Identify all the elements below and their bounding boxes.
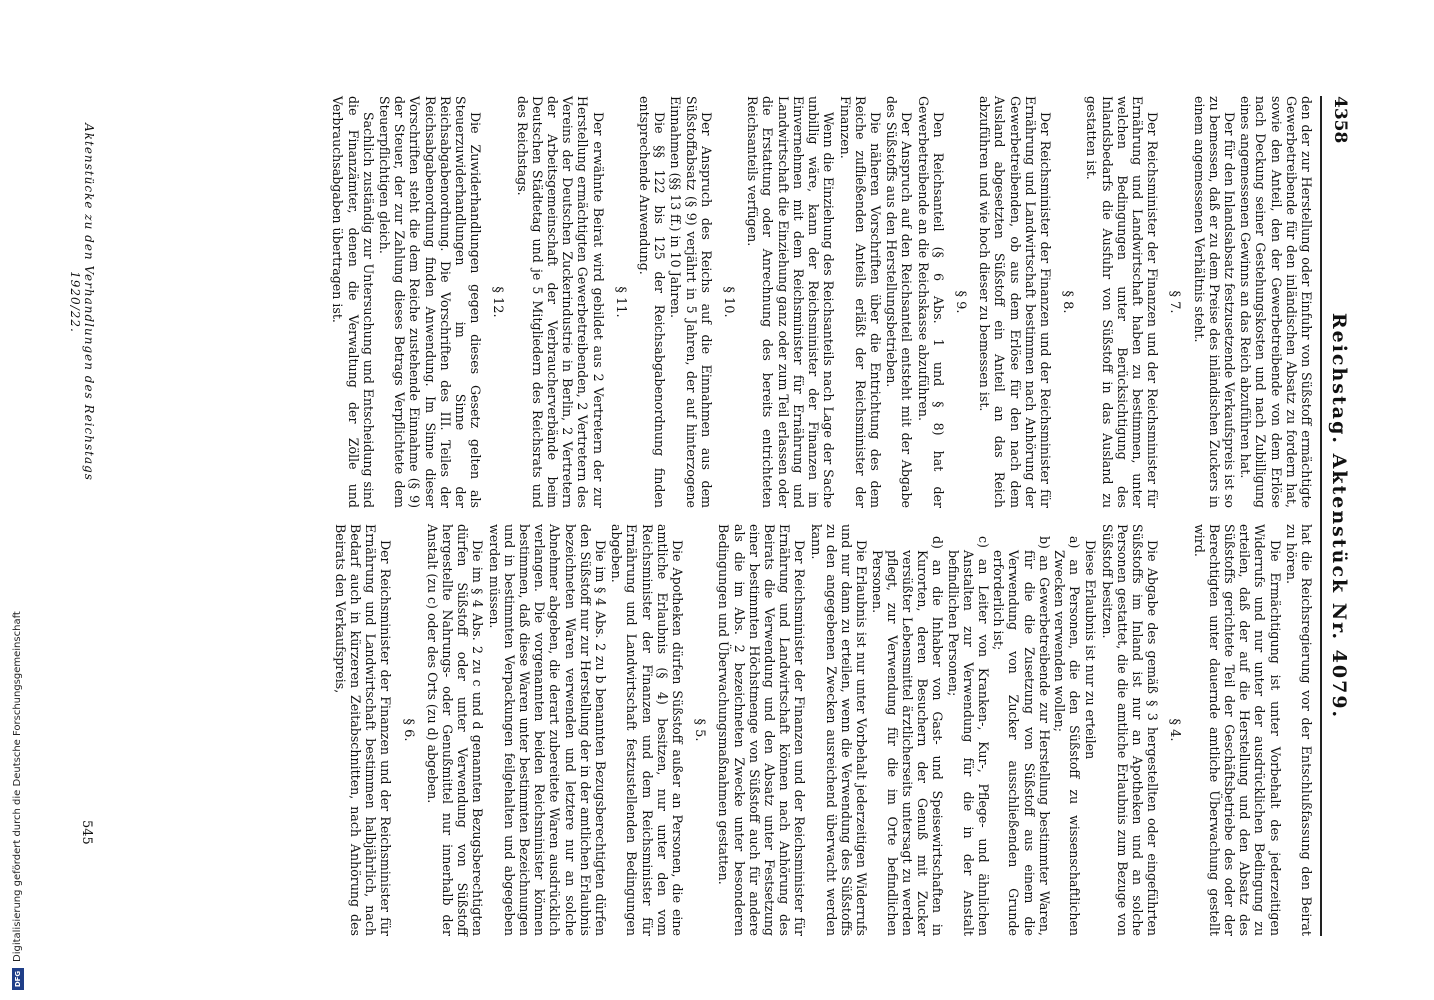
list-item: c) an Leiter von Kranken-, Kur-, Pflege- und ähnlichen Anstalten zur Verwendung für die in der Anstalt befindlichen Personen; (945, 536, 991, 936)
paragraph: Der Reichsminister der Finanzen und der Reichsminister für Ernährung und Landwirtschaft bestimmen nach Anhörung der Gewerbetreibenden, ob aus dem Erlöse für den nach dem Ausland abgesetzten Süßstoff ein Anteil an das Reich abzuführen und wie hoch dieser zu bemessen ist. (977, 96, 1053, 508)
dfg-logo-icon: DFG (12, 968, 24, 990)
folio-number: 545 (79, 820, 94, 845)
paragraph: Die Erlaubnis ist nur unter Vorbehalt jederzeitigen Widerrufs und nur dann zu erteilen, wenn die Verwendung des Süßstoffs zu den angegebenen Zwecken ausreichend überwacht werden kann. (808, 524, 870, 936)
paragraph: den der zur Herstellung oder Einfuhr von Süßstoff ermächtigte Gewerbetreibende für den inländischen Absatz zu fordern hat, sowie den Anteil, den der Gewerbetreibende von dem Erlöse nach Deckung seiner Gestehungskosten und nach Zubilligung eines angemessenen Gewinns an das Reich abzuführen hat. (1238, 96, 1314, 508)
digitization-sidebar (8, 500, 28, 990)
right-text-column (332, 524, 1314, 936)
paragraph: Der erwähnte Beirat wird gebildet aus 2 Vertretern der zur Herstellung ermächtigten Gewerbetreibenden, 2 Vertretern des Vereins der Deutschen Zuckerindustrie in Berlin, 2 Vertretern der Arbeitsgemeinschaft der Verbraucherverbände beim Deutschen Städtetag und je 5 Mitgliedern des Reichsrats und des Reichstags. (514, 96, 606, 508)
paragraph: Diese Erlaubnis ist nur zu erteilen (1083, 540, 1099, 760)
section-heading: § 11. (612, 286, 628, 318)
page-title: Reichstag. Aktenstück Nr. 4079. (1328, 312, 1350, 720)
section-heading: § 7. (1167, 290, 1183, 314)
section-heading: § 10. (721, 286, 737, 318)
paragraph: Die Ermächtigung ist unter Vorbehalt des jederzeitigen Widerrufs und nur unter der ausdrücklichen Bedingung zu erteilen, daß der auf die Herstellung und den Absatz des Süßstoffs gerichtete Teil der Geschäftsbetriebe des oder der Berechtigten unter dauernde amtliche Überwachung gestellt wird. (1191, 524, 1283, 936)
paragraph: Der für den Inlandsabsatz festzusetzende Verkaufspreis ist so zu bemessen, daß er zu dem Preise des inländischen Zuckers in einem angemessenen Verhältnis steht. (1191, 96, 1237, 508)
page-number: 4358 (1330, 96, 1350, 144)
list-item: a) an Personen, die den Süßstoff zu wissenschaftlichen Zwecken verwenden wollen; (1051, 536, 1083, 936)
paragraph: Die Zuwiderhandlungen gegen dieses Gesetz gelten als Steuerzuwiderhandlungen im Sinne der Reichsabgabenordnung. Die Vorschriften des III. Teiles der Reichsabgabenordnung finden Anwendung. Im Sinne dieser Vorschriften steht die dem Reiche zustehende Einnahme (§ 9) der Steuer, der zur Zahlung dieses Betrags Verpflichtete dem Steuerpflichtigen gleich. (377, 96, 484, 508)
page-header (1324, 96, 1350, 936)
section-heading: § 5. (692, 718, 708, 742)
paragraph: Die §§ 122 bis 125 der Reichsabgabenordnung finden entsprechende Anwendung. (637, 96, 668, 508)
paragraph: Die Abgabe des gemäß § 3 hergestellten oder eingeführten Süßstoffs im Inland ist nur an Apotheken und an solche Personen gestattet, die die amtliche Erlaubnis zum Bezuge von Süßstoff besitzen. (1099, 524, 1161, 936)
paragraph: Sachlich zuständig zur Untersuchung und Entscheidung sind die Finanzämter, denen die Verwaltung der Zölle und Verbrauchsabgaben übertragen ist. (330, 96, 376, 508)
section-heading: § 12. (490, 286, 506, 318)
section-heading: § 4. (1167, 718, 1183, 742)
paragraph: Der Anspruch auf den Reichsanteil entsteht mit der Abgabe des Süßstoffs aus den Herstellungsbetrieben. (884, 96, 915, 508)
digitization-credit: Digitalisierung gefördert durch die Deutsche Forschungsgemeinschaft (12, 611, 23, 962)
list-item: b) an Gewerbetreibende zur Herstellung bestimmter Waren, für die die Zusetzung von Süßstoff aus einem die Verwendung von Zucker ausschließenden Grunde erforderlich ist; (991, 536, 1052, 936)
list-item: d) an die Inhaber von Gast- und Speisewirtschaften in Kurorten, deren Besuchern der Genuß mit Zucker versüßter Lebensmittel ärztlicherseits untersagt zu werden pflegt, zur Verwendung für die im Orte befindlichen Personen. (869, 536, 946, 936)
paragraph: Der Anspruch des Reichs auf die Einnahmen aus dem Süßstoffabsatz (§ 9) verjährt in 5 Jahren, der auf hinterzogene Einnahmen (§§ 13 ff.) in 10 Jahren. (668, 96, 714, 508)
paragraph: Die näheren Vorschriften über die Entrichtung des dem Reiche zufließenden Anteils erläßt der Reichsminister der Finanzen. (837, 96, 883, 508)
paragraph: Wenn die Einziehung des Reichsanteils nach Lage der Sache unbillig wäre, kann der Reichsminister der Finanzen im Einvernehmen mit dem Reichsminister für Ernährung und Landwirtschaft die Einziehung ganz oder zum Teil erlassen oder die Erstattung oder Anrechnung des bereits entrichteten Reichsanteils verfügen. (745, 96, 837, 508)
paragraph: hat die Reichsregierung vor der Entschlußfassung den Beirat zu hören. (1283, 524, 1314, 936)
paragraph: Die im § 4 Abs. 2 zu c und d genannten Bezugsberechtigten dürfen Süßstoff oder unter Verwendung von Süßstoff hergestellte Nahrungs- oder Genußmittel nur innerhalb der Anstalt (zu c) oder des Orts (zu d) abgeben. (424, 524, 486, 936)
section-heading: § 9. (952, 290, 968, 314)
footer-note: Aktenstücke zu den Verhandlungen des Reichstags 1920/22. (68, 123, 96, 481)
paragraph: Die Apotheken dürfen Süßstoff außer an Personen, die eine amtliche Erlaubnis (§ 4) besitzen, nur unter den vom Reichsminister der Finanzen und dem Reichsminister für Ernährung und Landwirtschaft festzustellenden Bedingungen abgeben. (609, 524, 686, 936)
left-text-column (329, 96, 1314, 508)
paragraph: Der Reichsminister der Finanzen und der Reichsminister für Ernährung und Landwirtschaft bestimmen halbjährlich, nach Bedarf auch in kürzeren Zeitabschnitten, nach Anhörung des Beirats den Verkaufspreis, (332, 524, 394, 936)
section-heading: § 8. (1060, 290, 1076, 314)
section-heading: § 6. (400, 718, 416, 742)
paragraph: Den Reichsanteil (§ 6 Abs. 1 und § 8) hat der Gewerbetreibende an die Reichskasse abzuführen. (915, 96, 946, 508)
header-rule (1320, 96, 1322, 936)
paragraph: Die im § 4 Abs. 2 zu b benannten Bezugsberechtigten dürfen den Süßstoff nur zur Herstellung der in der amtlichen Erlaubnis bezeichneten Waren verwenden und letztere nur an solche Abnehmer abgeben, die derart zubereitete Waren ausdrücklich verlangen. Die vorgenannten beiden Reichsminister können bestimmen, daß diese Waren unter bestimmten Bezeichnungen und in bestimmten Verpackungen feilgehalten und abgegeben werden müssen. (486, 524, 609, 936)
paragraph: Der Reichsminister der Finanzen und der Reichsminister für Ernährung und Landwirtschaft haben zu bestimmen, unter welchen Bedingungen unter Berücksichtigung des Inlandsbedarfs die Ausfuhr von Süßstoff in das Ausland zu gestatten ist. (1084, 96, 1161, 508)
paragraph: Der Reichsminister der Finanzen und der Reichsminister für Ernährung und Landwirtschaft können nach Anhörung des Beirats die Verwendung und den Absatz unter Festsetzung einer bestimmten Höchstmenge von Süßstoff auch für andere als die im Abs. 2 bezeichneten Zwecke unter besonderen Bedingungen und Überwachungsmaßnahmen gestatten. (716, 524, 808, 936)
